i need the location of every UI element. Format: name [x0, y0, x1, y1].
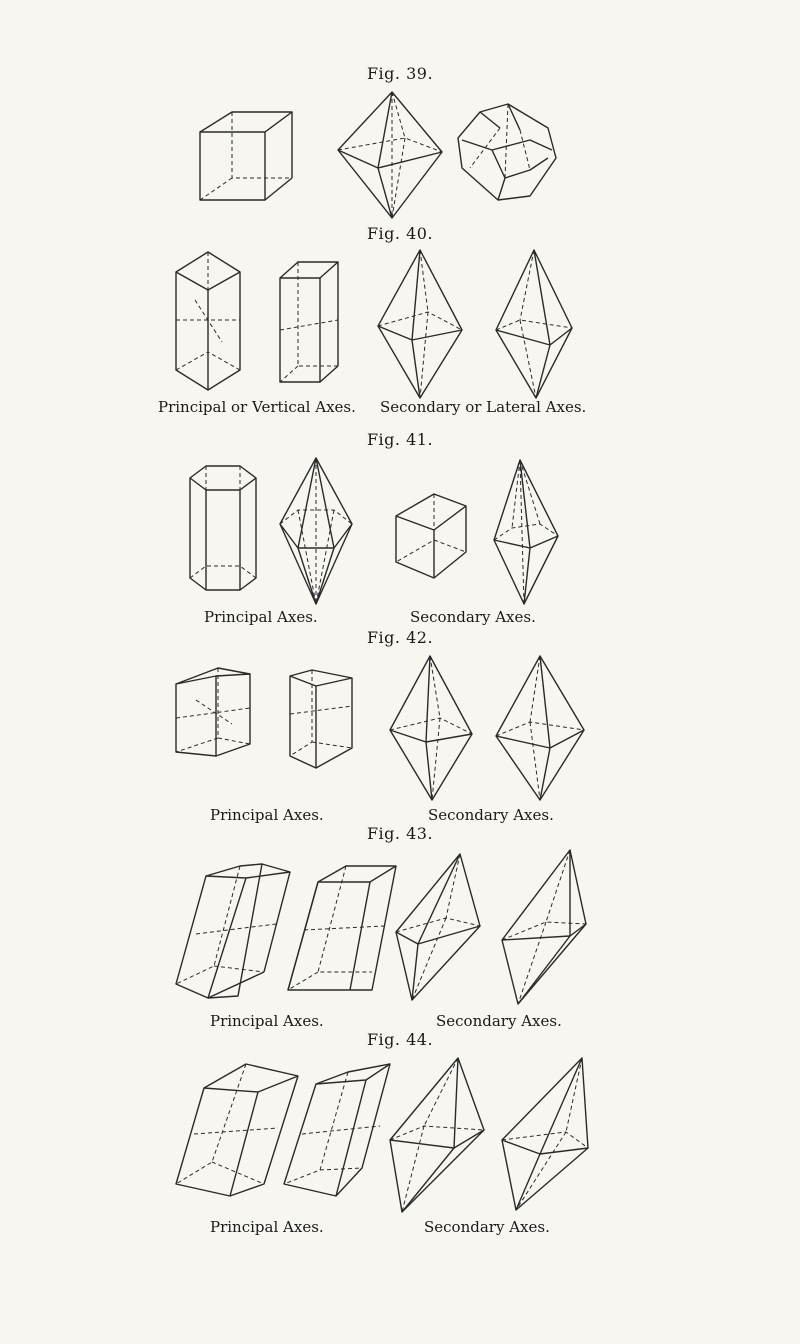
fig-44-caption-principal: Principal Axes.: [210, 1218, 324, 1236]
fig-40-title: Fig. 40.: [366, 224, 434, 243]
fig-43-oblique-bipyramid-secondary-1: [396, 854, 480, 1000]
fig-42-caption-secondary: Secondary Axes.: [428, 806, 554, 824]
fig-39-title: Fig. 39.: [366, 64, 434, 83]
fig-40-prism-principal-2: [280, 262, 338, 382]
fig-44-caption-secondary: Secondary Axes.: [424, 1218, 550, 1236]
fig-44-title: Fig. 44.: [366, 1030, 434, 1049]
fig-42-caption-principal: Principal Axes.: [210, 806, 324, 824]
fig-40-caption-principal: Principal or Vertical Axes.: [158, 398, 356, 416]
fig-39-octahedron-diagram: [338, 92, 442, 218]
fig-40-bipyramid-secondary-1: [378, 250, 462, 398]
fig-40-bipyramid-secondary-2: [496, 250, 572, 398]
fig-41-hexagonal-prism-2: [396, 494, 466, 578]
fig-43-oblique-prism-principal-1: [176, 864, 290, 998]
fig-42-bipyramid-secondary-2: [496, 656, 584, 800]
fig-43-oblique-prism-principal-2: [288, 866, 396, 990]
fig-44-triclinic-bipyramid-secondary-2: [502, 1058, 588, 1210]
fig-43-caption-secondary: Secondary Axes.: [436, 1012, 562, 1030]
fig-42-prism-principal-2: [290, 670, 352, 768]
fig-41-hexagonal-bipyramid-1: [280, 458, 352, 604]
fig-44-triclinic-prism-principal-1: [176, 1064, 298, 1196]
fig-41-caption-secondary: Secondary Axes.: [410, 608, 536, 626]
fig-42-bipyramid-secondary-1: [390, 656, 472, 800]
fig-43-oblique-bipyramid-secondary-2: [502, 850, 586, 1004]
fig-41-caption-principal: Principal Axes.: [204, 608, 318, 626]
fig-40-prism-principal-1: [176, 252, 240, 390]
fig-41-title: Fig. 41.: [366, 430, 434, 449]
fig-41-hexagonal-prism-1: [190, 466, 256, 590]
fig-39-dodecahedron-diagram: [458, 104, 556, 200]
fig-40-caption-secondary: Secondary or Lateral Axes.: [380, 398, 587, 416]
fig-39-cube-diagram: [200, 112, 292, 200]
fig-42-prism-principal-1: [176, 668, 250, 756]
fig-43-title: Fig. 43.: [366, 824, 434, 843]
fig-42-title: Fig. 42.: [366, 628, 434, 647]
fig-44-triclinic-prism-principal-2: [284, 1064, 390, 1196]
fig-41-hexagonal-bipyramid-2: [494, 460, 558, 604]
fig-44-triclinic-bipyramid-secondary-1: [390, 1058, 484, 1212]
fig-43-caption-principal: Principal Axes.: [210, 1012, 324, 1030]
